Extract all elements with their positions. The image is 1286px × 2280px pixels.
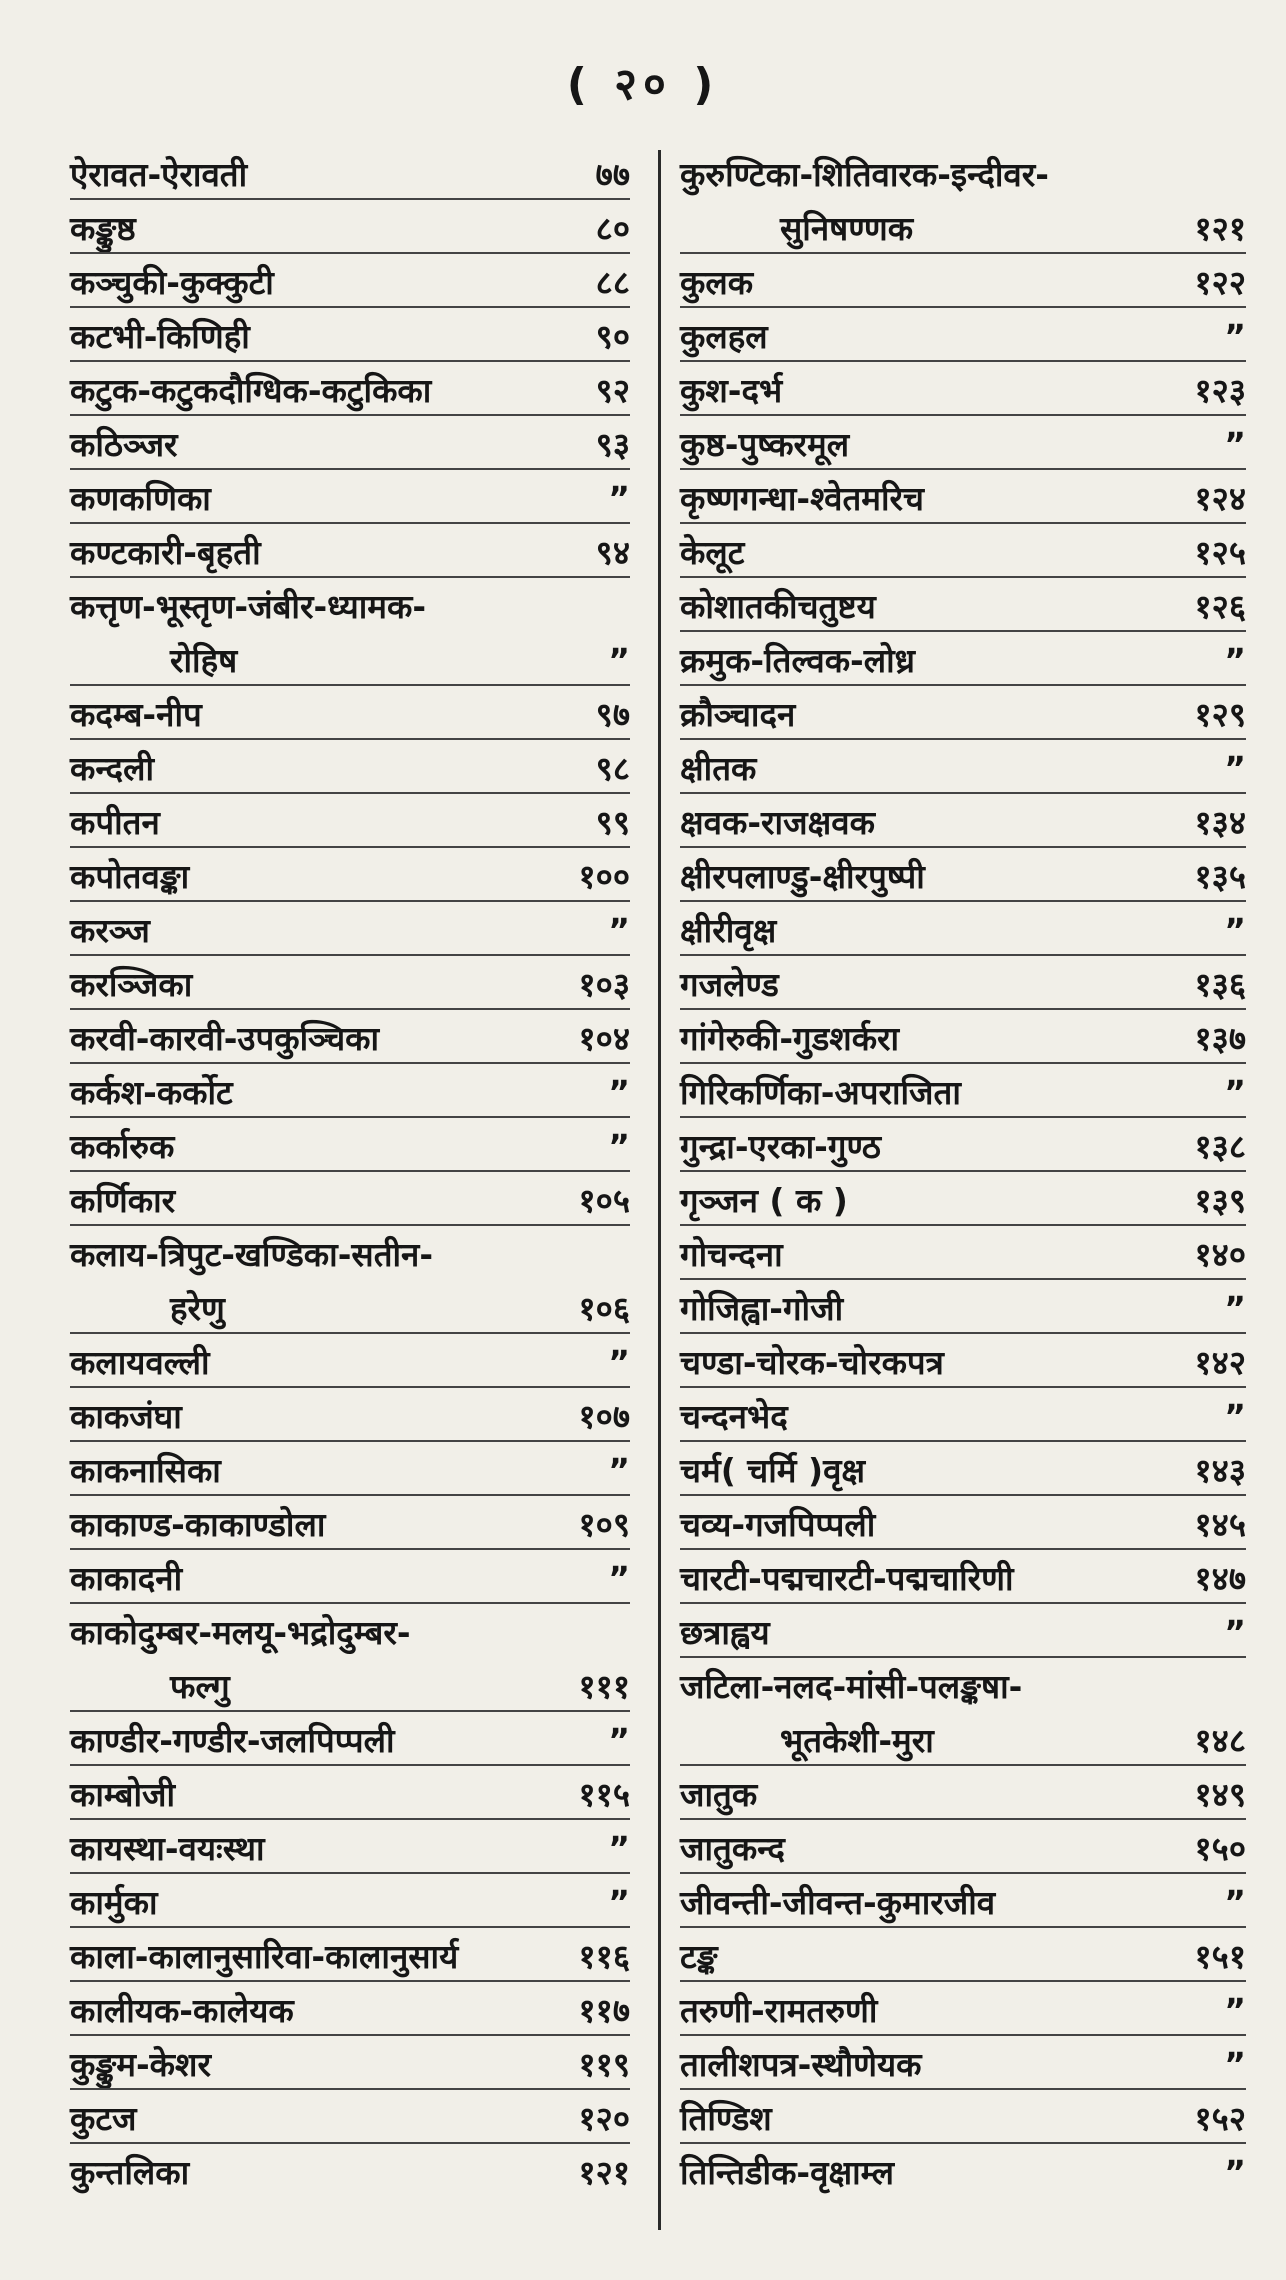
entry-page-number: ”: [608, 1829, 630, 1868]
index-entry: [680, 904, 1246, 958]
index-entry: [70, 202, 630, 256]
entry-term: काकनासिका: [70, 1451, 221, 1490]
entry-page-number: १४७: [1194, 1559, 1246, 1598]
entry-term: कङ्कुष्ठ: [70, 209, 136, 248]
index-entry: [680, 1120, 1246, 1174]
entry-page-number: ”: [1224, 911, 1246, 950]
entry-term: जीवन्ती-जीवन्त-कुमारजीव: [680, 1883, 996, 1922]
page-number: ( २० ): [566, 59, 720, 110]
entry-page-number: १२२: [1194, 263, 1246, 302]
entry-term-continuation: फल्गु: [170, 1667, 230, 1706]
index-entry: [70, 1930, 630, 1984]
index-entry: [70, 148, 630, 202]
entry-page-number: ”: [1224, 1883, 1246, 1922]
entry-term: केलूट: [680, 533, 745, 572]
entry-page-number: १३६: [1194, 965, 1246, 1004]
entry-page-number: १३४: [1194, 803, 1246, 842]
entry-term: काला-कालानुसारिवा-कालानुसार्य: [70, 1937, 459, 1976]
entry-page-number: ”: [1224, 1613, 1246, 1652]
entry-term: कन्दली: [70, 749, 154, 788]
entry-page-number: १२६: [1194, 587, 1246, 626]
index-entry: [680, 742, 1246, 796]
index-entry: [680, 418, 1246, 472]
index-entry: [70, 2092, 630, 2146]
index-entry: [70, 904, 630, 958]
entry-page-number: ”: [1224, 1073, 1246, 1112]
entry-term-continuation: भूतकेशी-मुरा: [780, 1721, 934, 1760]
index-entry: [680, 1174, 1246, 1228]
entry-page-number: १२१: [1194, 209, 1246, 248]
entry-term: कर्कारुक: [70, 1127, 175, 1166]
entry-term: क्षीरपलाण्डु-क्षीरपुष्पी: [680, 857, 925, 896]
entry-page-number: १०५: [578, 1181, 630, 1220]
index-entry: [70, 1498, 630, 1552]
index-entry: [70, 310, 630, 364]
entry-term: चारटी-पद्मचारटी-पद्मचारिणी: [680, 1559, 1014, 1598]
entry-page-number: १११: [578, 1667, 630, 1706]
entry-term: कोशातकीचतुष्टय: [680, 587, 876, 626]
entry-term: कुलक: [680, 263, 754, 302]
index-entry: [680, 1390, 1246, 1444]
entry-page-number: १०७: [578, 1397, 630, 1436]
entry-page-number: १५१: [1194, 1937, 1246, 1976]
index-entry: [680, 634, 1246, 688]
entry-term: काण्डीर-गण्डीर-जलपिप्पली: [70, 1721, 395, 1760]
entry-term: कलाय-त्रिपुट-खण्डिका-सतीन-: [70, 1235, 434, 1274]
entry-page-number: ९०: [595, 317, 630, 356]
entry-term: कर्णिकार: [70, 1181, 176, 1220]
index-entry: [70, 958, 630, 1012]
index-entry: [680, 580, 1246, 634]
entry-term: कार्मुका: [70, 1883, 158, 1922]
index-entry: [70, 1822, 630, 1876]
entry-term: कठिञ्जर: [70, 425, 178, 464]
entry-page-number: १५२: [1194, 2099, 1246, 2138]
entry-term: कुटज: [70, 2099, 137, 2138]
entry-page-number: ”: [608, 911, 630, 950]
entry-page-number: १०६: [578, 1289, 630, 1328]
entry-page-number: ९९: [595, 803, 630, 842]
entry-term: काकादनी: [70, 1559, 183, 1598]
entry-page-number: १३८: [1194, 1127, 1246, 1166]
index-entry: [680, 1012, 1246, 1066]
index-entry: [680, 1228, 1246, 1282]
entry-term-continuation: हरेणु: [170, 1289, 225, 1328]
entry-term: गांगेरुकी-गुडशर्करा: [680, 1019, 900, 1058]
entry-page-number: १३५: [1194, 857, 1246, 896]
entry-term: काकाण्ड-काकाण्डोला: [70, 1505, 326, 1544]
entry-page-number: १२०: [578, 2099, 630, 2138]
entry-term: छत्राह्वय: [680, 1613, 770, 1652]
index-entry: [680, 1876, 1246, 1930]
index-entry: [680, 1606, 1246, 1660]
entry-page-number: ”: [608, 1343, 630, 1382]
index-entry: [70, 1066, 630, 1120]
entry-page-number: १४२: [1194, 1343, 1246, 1382]
index-entry: [680, 1282, 1246, 1336]
index-entry: [70, 364, 630, 418]
entry-page-number: ११५: [578, 1775, 630, 1814]
entry-term: गोजिह्वा-गोजी: [680, 1289, 844, 1328]
index-entry: [70, 1768, 630, 1822]
entry-term: करञ्जिका: [70, 965, 193, 1004]
entry-term: चन्दनभेद: [680, 1397, 788, 1436]
index-entry: [680, 310, 1246, 364]
index-entry: [70, 472, 630, 526]
index-entry: [680, 1498, 1246, 1552]
entry-term: गोचन्दना: [680, 1235, 783, 1274]
entry-term: क्षवक-राजक्षवक: [680, 803, 875, 842]
entry-page-number: ”: [1224, 1289, 1246, 1328]
index-entry: [70, 526, 630, 580]
left-column: [70, 148, 630, 2200]
index-entry: [680, 1336, 1246, 1390]
entry-term: क्षीरीवृक्ष: [680, 911, 777, 950]
entry-page-number: ”: [608, 479, 630, 518]
entry-term: कर्कश-कर्कोट: [70, 1073, 233, 1112]
right-column: [680, 148, 1246, 2200]
entry-term: कुष्ठ-पुष्करमूल: [680, 425, 850, 464]
entry-page-number: १४९: [1194, 1775, 1246, 1814]
index-entry: [680, 1552, 1246, 1606]
entry-term: कणकणिका: [70, 479, 211, 518]
entry-term: तिण्डिश: [680, 2099, 772, 2138]
entry-term: तरुणी-रामतरुणी: [680, 1991, 878, 2030]
index-entry: [680, 1066, 1246, 1120]
entry-term: कालीयक-कालेयक: [70, 1991, 294, 2030]
index-entry: [70, 796, 630, 850]
entry-term: कटभी-किणिही: [70, 317, 250, 356]
index-entry: [70, 1714, 630, 1768]
entry-term: कटुक-कटुकदौग्धिक-कटुकिका: [70, 371, 432, 410]
entry-page-number: ”: [1224, 425, 1246, 464]
entry-page-number: ”: [1224, 2153, 1246, 2192]
entry-term: कञ्चुकी-कुक्कुटी: [70, 263, 274, 302]
index-entry: [70, 1984, 630, 2038]
entry-page-number: ”: [608, 1073, 630, 1112]
index-entry: [70, 1552, 630, 1606]
entry-page-number: ९७: [595, 695, 630, 734]
index-entry: [70, 688, 630, 742]
entry-term: कुन्तलिका: [70, 2153, 190, 2192]
entry-term: कलायवल्ली: [70, 1343, 210, 1382]
index-entry: [680, 148, 1246, 256]
entry-term: तालीशपत्र-स्थौणेयक: [680, 2045, 922, 2084]
entry-page-number: १२४: [1194, 479, 1246, 518]
index-entry: [70, 1174, 630, 1228]
index-entry: [680, 2146, 1246, 2200]
entry-page-number: ११९: [578, 2045, 630, 2084]
entry-term: काकोदुम्बर-मलयू-भद्रोदुम्बर-: [70, 1613, 411, 1652]
entry-page-number: ”: [1224, 749, 1246, 788]
entry-term: कपोतवङ्का: [70, 857, 190, 896]
index-entry: [680, 796, 1246, 850]
entry-term: जातुक: [680, 1775, 758, 1814]
entry-term: ऐरावत-ऐरावती: [70, 155, 248, 194]
entry-page-number: ९३: [595, 425, 630, 464]
entry-term: कायस्था-वयःस्था: [70, 1829, 265, 1868]
entry-term: तिन्तिडीक-वृक्षाम्ल: [680, 2153, 894, 2192]
index-entry: [70, 1444, 630, 1498]
entry-page-number: ९४: [595, 533, 630, 572]
index-entry: [680, 472, 1246, 526]
entry-term: कण्टकारी-बृहती: [70, 533, 261, 572]
entry-term: टङ्क: [680, 1937, 718, 1976]
entry-term: काकजंघा: [70, 1397, 182, 1436]
entry-page-number: ११६: [578, 1937, 630, 1976]
entry-term: कुलहल: [680, 317, 768, 356]
entry-term: करञ्ज: [70, 911, 150, 950]
entry-term-continuation: सुनिषण्णक: [780, 209, 914, 248]
entry-term: कुङ्कुम-केशर: [70, 2045, 211, 2084]
entry-page-number: ”: [1224, 1991, 1246, 2030]
entry-term: क्रमुक-तिल्वक-लोध्र: [680, 641, 915, 680]
entry-page-number: १०४: [578, 1019, 630, 1058]
entry-term: जातुकन्द: [680, 1829, 785, 1868]
entry-term: चण्डा-चोरक-चोरकपत्र: [680, 1343, 944, 1382]
entry-page-number: १५०: [1194, 1829, 1246, 1868]
index-entry: [70, 1228, 630, 1336]
entry-term: क्रौञ्चादन: [680, 695, 796, 734]
entry-page-number: १३७: [1194, 1019, 1246, 1058]
index-entry: [680, 256, 1246, 310]
index-entry: [70, 1012, 630, 1066]
entry-term: काम्बोजी: [70, 1775, 176, 1814]
entry-term: चव्य-गजपिप्पली: [680, 1505, 876, 1544]
entry-page-number: ११७: [578, 1991, 630, 2030]
entry-page-number: ७७: [595, 155, 630, 194]
entry-term: कदम्ब-नीप: [70, 695, 202, 734]
entry-term: करवी-कारवी-उपकुञ्चिका: [70, 1019, 380, 1058]
index-entry: [70, 418, 630, 472]
entry-page-number: १२९: [1194, 695, 1246, 734]
entry-term: क्षीतक: [680, 749, 757, 788]
index-entry: [680, 1984, 1246, 2038]
index-entry: [70, 580, 630, 688]
entry-term: कपीतन: [70, 803, 160, 842]
index-entry: [70, 1390, 630, 1444]
entry-page-number: ”: [1224, 1397, 1246, 1436]
index-entry: [70, 850, 630, 904]
index-entry: [70, 1606, 630, 1714]
index-entry: [680, 526, 1246, 580]
entry-term: चर्म( चर्मि )वृक्ष: [680, 1451, 866, 1490]
entry-page-number: १२१: [578, 2153, 630, 2192]
entry-page-number: १३९: [1194, 1181, 1246, 1220]
entry-term: कत्तृण-भूस्तृण-जंबीर-ध्यामक-: [70, 587, 427, 626]
index-entry: [680, 1444, 1246, 1498]
index-entry: [680, 1660, 1246, 1768]
entry-page-number: ९२: [595, 371, 630, 410]
entry-term: कुरुण्टिका-शितिवारक-इन्दीवर-: [680, 155, 1049, 194]
entry-term: गजलेण्ड: [680, 965, 779, 1004]
index-entry: [70, 1876, 630, 1930]
index-entry: [70, 2146, 630, 2200]
index-entry: [70, 1120, 630, 1174]
entry-page-number: ”: [608, 1559, 630, 1598]
entry-page-number: ८८: [595, 263, 630, 302]
index-entry: [680, 2038, 1246, 2092]
entry-page-number: ”: [1224, 317, 1246, 356]
entry-page-number: ”: [608, 1721, 630, 1760]
column-divider: [658, 150, 661, 2230]
entry-term: जटिला-नलद-मांसी-पलङ्कषा-: [680, 1667, 1023, 1706]
entry-page-number: १२३: [1194, 371, 1246, 410]
index-entry: [70, 256, 630, 310]
entry-page-number: १०९: [578, 1505, 630, 1544]
index-entry: [680, 1930, 1246, 1984]
entry-page-number: ”: [608, 1127, 630, 1166]
index-entry: [680, 850, 1246, 904]
entry-page-number: ”: [1224, 641, 1246, 680]
entry-term: गुन्द्रा-एरका-गुण्ठ: [680, 1127, 881, 1166]
index-entry: [680, 1768, 1246, 1822]
index-entry: [680, 364, 1246, 418]
entry-page-number: ”: [608, 641, 630, 680]
entry-term: गृञ्जन ( क ): [680, 1181, 848, 1220]
index-entry: [680, 688, 1246, 742]
entry-page-number: ”: [608, 1451, 630, 1490]
index-entry: [70, 742, 630, 796]
entry-page-number: १००: [578, 857, 630, 896]
entry-page-number: १४८: [1194, 1721, 1246, 1760]
entry-page-number: १०३: [578, 965, 630, 1004]
entry-page-number: ”: [608, 1883, 630, 1922]
entry-page-number: ८०: [595, 209, 630, 248]
entry-page-number: ”: [1224, 2045, 1246, 2084]
entry-page-number: १४५: [1194, 1505, 1246, 1544]
entry-term: गिरिकर्णिका-अपराजिता: [680, 1073, 961, 1112]
index-entry: [70, 2038, 630, 2092]
entry-term-continuation: रोहिष: [170, 641, 238, 680]
index-entry: [680, 2092, 1246, 2146]
entry-page-number: १२५: [1194, 533, 1246, 572]
index-entry: [680, 958, 1246, 1012]
entry-page-number: ९८: [595, 749, 630, 788]
index-entry: [680, 1822, 1246, 1876]
entry-page-number: १४३: [1194, 1451, 1246, 1490]
entry-term: कृष्णगन्धा-श्वेतमरिच: [680, 479, 925, 518]
entry-term: कुश-दर्भ: [680, 371, 783, 410]
entry-page-number: १४०: [1194, 1235, 1246, 1274]
index-entry: [70, 1336, 630, 1390]
